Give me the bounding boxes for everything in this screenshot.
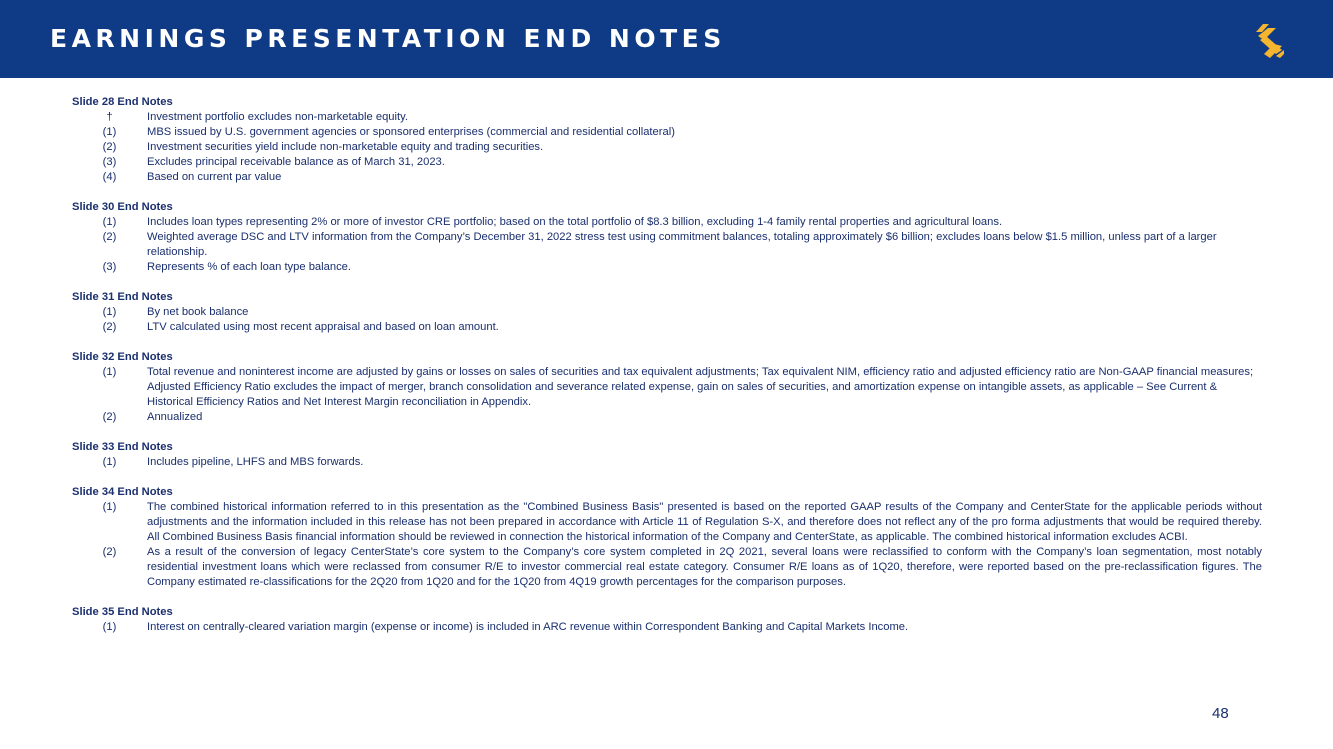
note-item [72, 320, 1262, 335]
note-item [72, 110, 1262, 125]
note-text: Investment securities yield include non-marketable equity and trading securities. [147, 141, 544, 153]
note-item [72, 365, 1262, 410]
page-number: 48 [1212, 705, 1229, 722]
note-marker: (1) [102, 621, 117, 633]
note-item [72, 140, 1262, 155]
note-item [72, 230, 1262, 260]
note-item [72, 455, 1262, 470]
page-title: EARNINGS PRESENTATION END NOTES [50, 24, 726, 53]
note-item [72, 170, 1262, 185]
note-text: Interest on centrally-cleared variation margin (expense or income) is included in ARC revenue within Correspondent Banking and Capital Markets Income. [147, 621, 909, 633]
section-title: Slide 35 End Notes [72, 606, 173, 618]
s-stripes-logo-icon [1256, 22, 1286, 60]
note-marker: (1) [102, 456, 117, 468]
note-text: Investment portfolio excludes non-marketable equity. [147, 111, 408, 123]
note-text: MBS issued by U.S. government agencies or sponsored enterprises (commercial and residential collateral) [147, 126, 675, 138]
note-marker: (2) [102, 546, 117, 558]
note-item [72, 125, 1262, 140]
end-notes-content [72, 95, 1262, 650]
note-text: Weighted average DSC and LTV information from the Company’s December 31, 2022 stress test using commitment balances, totaling approximately $6 billion; excludes loans below $1.5 million, unless part of a larger relationship. [147, 231, 1217, 258]
note-item [72, 260, 1262, 275]
end-notes-section [72, 290, 1262, 335]
note-item [72, 155, 1262, 170]
note-item [72, 500, 1262, 545]
end-notes-section [72, 95, 1262, 185]
note-item [72, 545, 1262, 590]
note-text: Based on current par value [147, 171, 282, 183]
note-marker: (1) [102, 126, 117, 138]
note-item [72, 410, 1262, 425]
section-title: Slide 34 End Notes [72, 486, 173, 498]
note-text: Includes loan types representing 2% or more of investor CRE portfolio; based on the total portfolio of $8.3 billion, excluding 1-4 family rental properties and agricultural loans. [147, 216, 1003, 228]
note-marker: (2) [102, 321, 117, 333]
note-marker: (1) [102, 306, 117, 318]
note-text: Represents % of each loan type balance. [147, 261, 351, 273]
note-marker: (2) [102, 231, 117, 243]
note-marker: † [106, 111, 113, 123]
note-item [72, 215, 1262, 230]
note-text: Excludes principal receivable balance as of March 31, 2023. [147, 156, 445, 168]
note-text: Annualized [147, 411, 203, 423]
end-notes-section [72, 200, 1262, 275]
section-title: Slide 33 End Notes [72, 441, 173, 453]
note-marker: (3) [102, 156, 117, 168]
note-text: LTV calculated using most recent appraisal and based on loan amount. [147, 321, 499, 333]
note-text: The combined historical information referred to in this presentation as the "Combined Business Basis" presented is based on the reported GAAP results of the Company and CenterState for the applicable periods without adjustments and the information included in this release has not been prepared in accordance with Article 11 of Regulation S-X, and therefore does not reflect any of the pro forma adjustments that would be required thereby. All Combined Business Basis financial information should be reviewed in connection the historical information of the Company and CenterState, as applicable. The combined historical information excludes ACBI. [147, 501, 1262, 543]
section-title: Slide 31 End Notes [72, 291, 173, 303]
end-notes-section [72, 350, 1262, 425]
end-notes-section [72, 485, 1262, 590]
section-title: Slide 30 End Notes [72, 201, 173, 213]
note-marker: (1) [102, 366, 117, 378]
note-item [72, 305, 1262, 320]
note-text: Includes pipeline, LHFS and MBS forwards. [147, 456, 364, 468]
section-title: Slide 32 End Notes [72, 351, 173, 363]
note-marker: (1) [102, 501, 117, 513]
note-text: By net book balance [147, 306, 249, 318]
note-marker: (4) [102, 171, 117, 183]
note-item [72, 620, 1262, 635]
note-marker: (1) [102, 216, 117, 228]
end-notes-section [72, 440, 1262, 470]
header-bar [0, 0, 1333, 78]
note-marker: (2) [102, 141, 117, 153]
note-marker: (3) [102, 261, 117, 273]
section-title: Slide 28 End Notes [72, 96, 173, 108]
note-marker: (2) [102, 411, 117, 423]
end-notes-section [72, 605, 1262, 635]
note-text: As a result of the conversion of legacy CenterState’s core system to the Company’s core system completed in 2Q 2021, several loans were reclassified to conform with the Company’s loan segmentation, most notably residential investment loans which were reclassed from consumer R/E to investor commercial real estate category. Consumer R/E loans as of 1Q20, therefore, were reported based on the pre-reclassification figures. The Company estimated re-classifications for the 2Q20 from 1Q20 and for the 1Q20 from 4Q19 growth percentages for the comparison purposes. [147, 546, 1262, 588]
note-text: Total revenue and noninterest income are adjusted by gains or losses on sales of securities and tax equivalent adjustments; Tax equivalent NIM, efficiency ratio and adjusted efficiency ratio are Non-GAAP financial measures; Adjusted Efficiency Ratio excludes the impact of merger, branch consolidation and severance related expense, gain on sales of securities, and amortization expense on intangible assets, as applicable – See Current & Historical Efficiency Ratios and Net Interest Margin reconciliation in Appendix. [147, 366, 1254, 408]
